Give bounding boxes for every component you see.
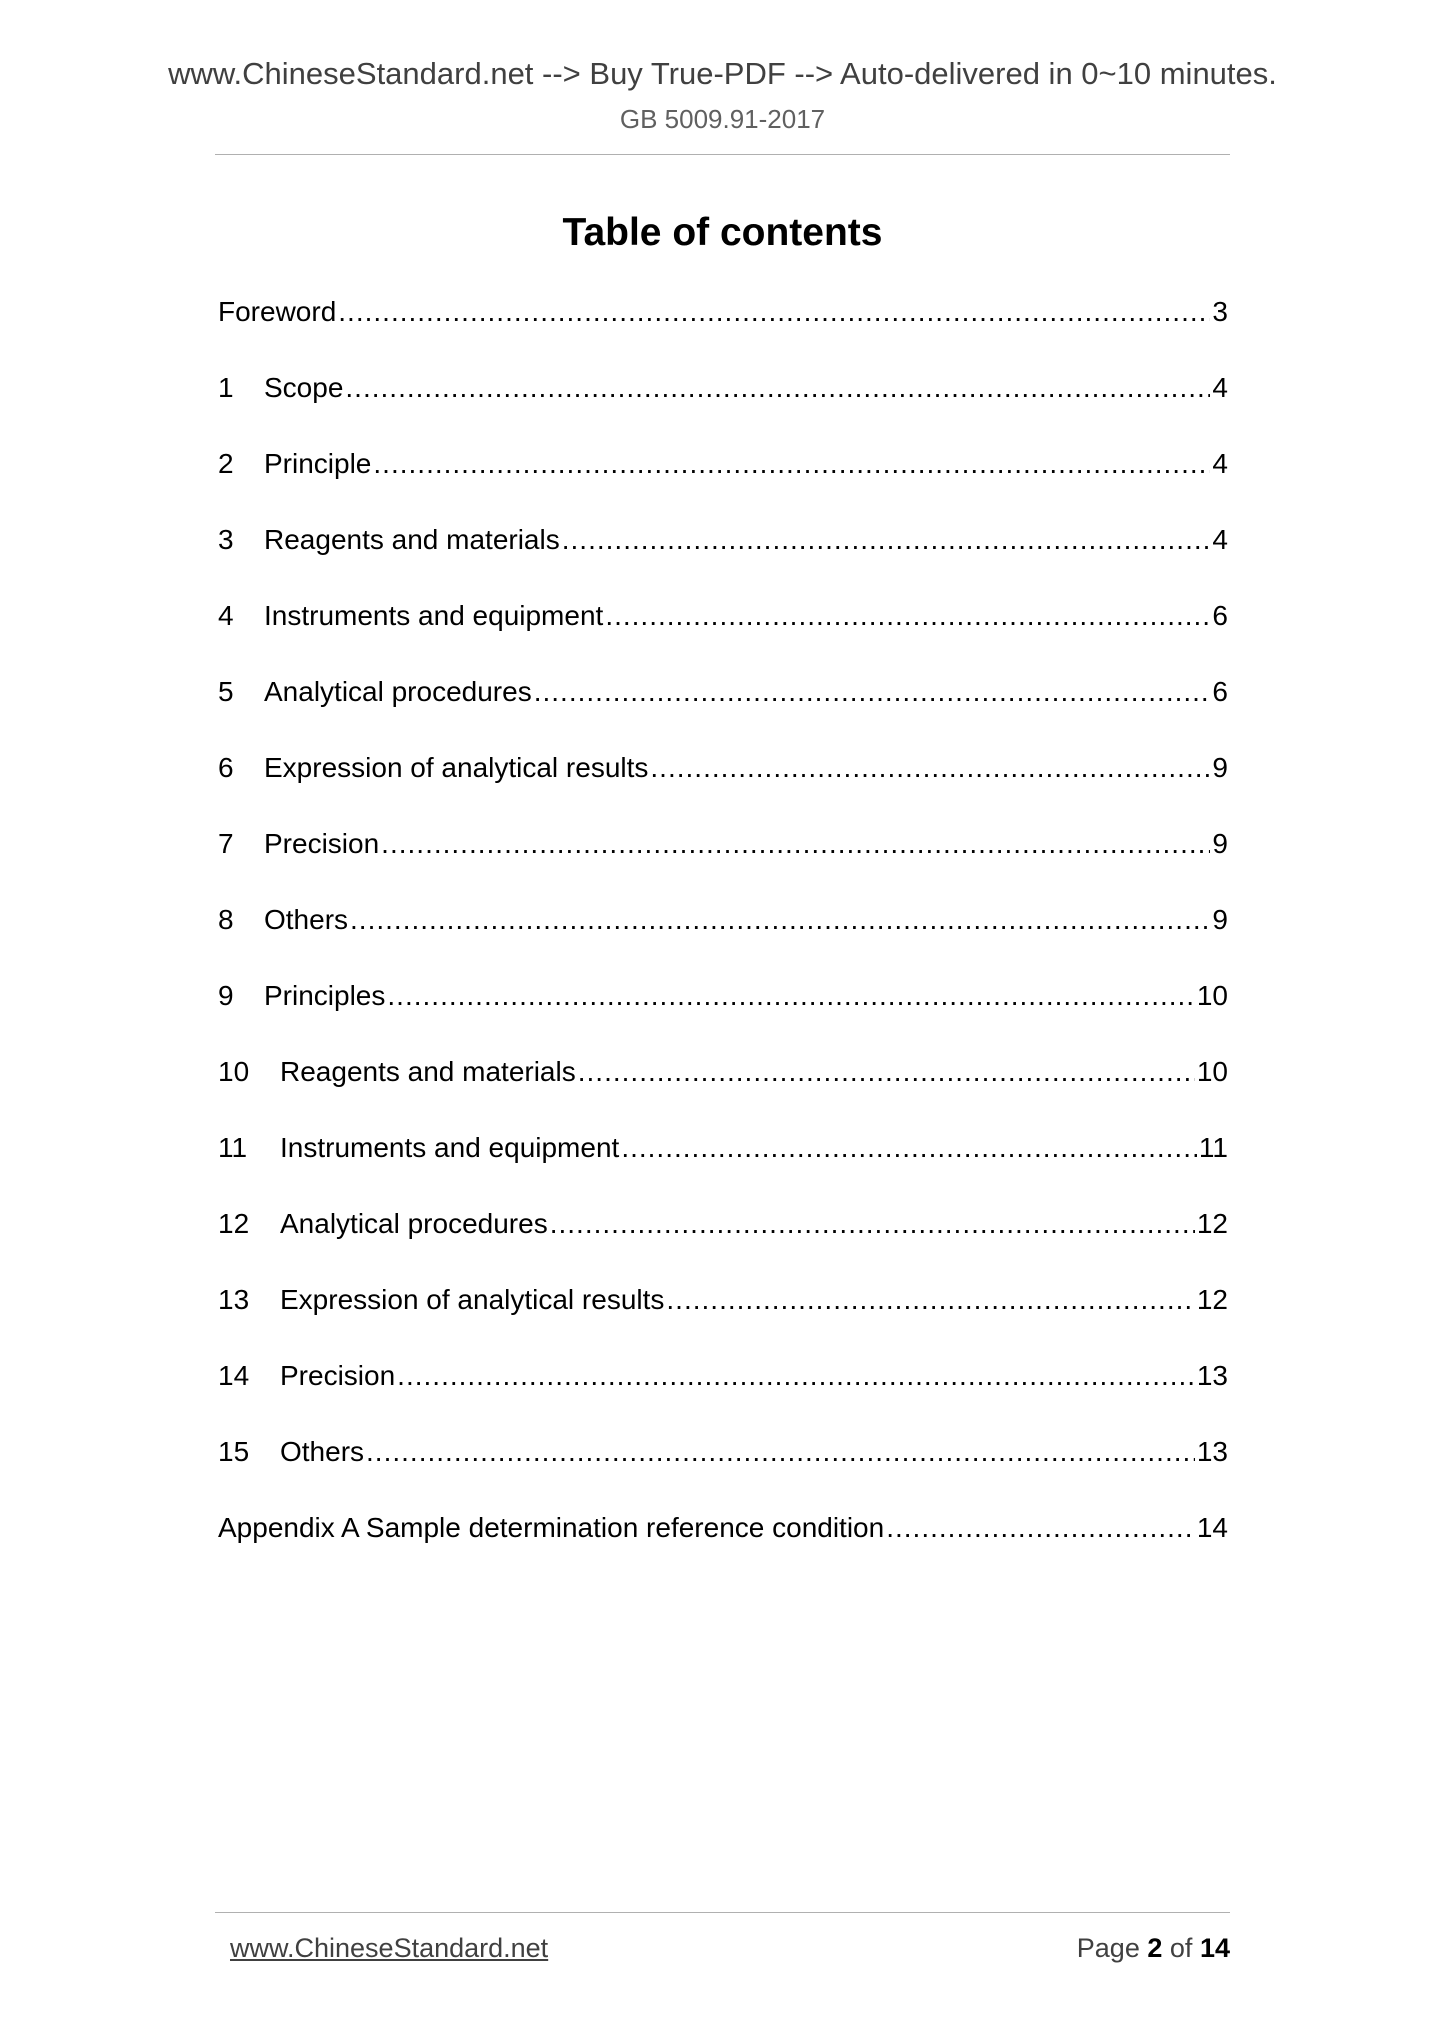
toc-leader [397,1354,1195,1398]
toc-leader [366,1430,1195,1474]
toc-label: Instruments and equipment [280,1132,620,1163]
toc-leader [381,822,1210,866]
toc-leader [345,366,1210,410]
toc-leader [621,1126,1197,1170]
toc-section-number: 7 [218,828,234,859]
toc-label: Expression of analytical results [280,1284,665,1315]
toc-section-number: 3 [218,524,234,555]
header-banner: www.ChineseStandard.net --> Buy True-PDF --> Auto-delivered in 0~10 minutes. [168,56,1277,91]
toc-leader [373,442,1210,486]
toc-label: Appendix A Sample determination reference condition [218,1512,885,1543]
footer-site-link[interactable]: www.ChineseStandard.net [230,1933,549,1963]
toc-leader [562,518,1211,562]
toc-label: Others [280,1436,365,1467]
page-of: of [1169,1933,1193,1963]
toc-entry-15[interactable] [218,1430,1228,1506]
toc-entry-10[interactable] [218,1050,1228,1126]
toc-entry-9[interactable] [218,974,1228,1050]
toc-page-number: 12 [1196,1284,1228,1315]
toc-leader [605,594,1210,638]
toc-leader [534,670,1211,714]
toc-label: Precision [280,1360,396,1391]
footer-page-indicator [1077,1932,1230,1964]
toc-section-number: 14 [218,1360,250,1391]
toc-page-number: 6 [1212,676,1228,707]
toc-entry-2[interactable] [218,442,1228,518]
toc-page-number: 4 [1212,372,1228,403]
toc-label: Principle [264,448,372,479]
toc-section-number: 6 [218,752,234,783]
toc-label: Expression of analytical results [264,752,649,783]
toc-entry-4[interactable] [218,594,1228,670]
toc-page-number: 10 [1196,980,1228,1011]
toc-entry-13[interactable] [218,1278,1228,1354]
toc-entry-1[interactable] [218,366,1228,442]
toc-entry-5[interactable] [218,670,1228,746]
toc-leader [650,746,1210,790]
toc-page-number: 9 [1212,828,1228,859]
toc-entry-7[interactable] [218,822,1228,898]
toc-label: Foreword [218,296,337,327]
toc-leader [338,290,1210,334]
toc-leader [387,974,1194,1018]
toc-entry-foreword[interactable] [218,290,1228,366]
standard-code: GB 5009.91-2017 [619,104,826,134]
toc-label: Others [264,904,349,935]
toc-label: Scope [264,372,344,403]
toc-section-number: 4 [218,600,234,631]
toc-page-number: 3 [1212,296,1228,327]
toc-section-number: 11 [218,1132,248,1163]
toc-page-number: 10 [1196,1056,1228,1087]
toc-page-number: 4 [1212,524,1228,555]
toc-label: Analytical procedures [264,676,532,707]
footer-divider [215,1912,1230,1913]
toc-page-number: 12 [1196,1208,1228,1239]
toc-section-number: 10 [218,1056,250,1087]
toc-page-number: 13 [1196,1360,1228,1391]
toc-section-number: 5 [218,676,234,707]
toc-leader [666,1278,1194,1322]
toc-entry-appendix-a[interactable] [218,1506,1228,1582]
toc-leader [578,1050,1195,1094]
toc-leader [550,1202,1195,1246]
toc-section-number: 8 [218,904,234,935]
toc-section-number: 2 [218,448,234,479]
toc-entry-3[interactable] [218,518,1228,594]
toc-section-number: 9 [218,980,234,1011]
toc-leader [350,898,1210,942]
toc-section-number: 12 [218,1208,250,1239]
toc-entry-14[interactable] [218,1354,1228,1430]
toc-leader [886,1506,1195,1550]
toc-section-number: 13 [218,1284,250,1315]
toc-section-number: 1 [218,372,234,403]
toc-page-number: 14 [1196,1512,1228,1543]
page-current: 2 [1147,1933,1163,1963]
toc-entry-11[interactable] [218,1126,1228,1202]
toc-page-number: 9 [1212,904,1228,935]
toc-page-number: 13 [1196,1436,1228,1467]
header-divider [215,154,1230,155]
page-total: 14 [1199,1933,1230,1963]
toc-label: Reagents and materials [264,524,560,555]
toc-label: Reagents and materials [280,1056,576,1087]
toc-label: Analytical procedures [280,1208,548,1239]
toc-label: Instruments and equipment [264,600,604,631]
toc-label: Precision [264,828,380,859]
toc-section-number: 15 [218,1436,250,1467]
toc-page-number: 4 [1212,448,1228,479]
toc-page-number: 9 [1212,752,1228,783]
toc-entry-6[interactable] [218,746,1228,822]
toc-label: Principles [264,980,386,1011]
toc-entry-12[interactable] [218,1202,1228,1278]
toc-page-number: 11 [1198,1132,1228,1163]
page-title: Table of contents [562,211,883,254]
table-of-contents [218,290,1228,1582]
page-prefix: Page [1076,1933,1140,1963]
toc-entry-8[interactable] [218,898,1228,974]
toc-page-number: 6 [1212,600,1228,631]
